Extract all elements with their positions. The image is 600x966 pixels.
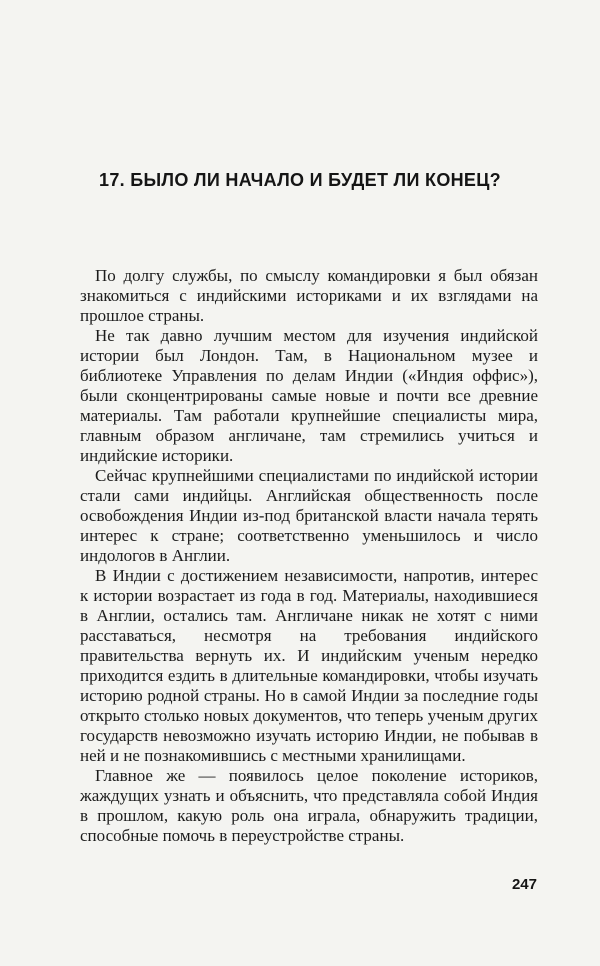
chapter-body-text xyxy=(80,266,538,846)
paragraph: Не так давно лучшим местом для изучения индийской истории был Лондон. Там, в Национальном музее и библиотеке Управления по делам Индии («Индия оффис»), были сконцентрированы самые новые и почти все древние материалы. Там работали крупнейшие специалисты мира, главным образом англичане, там стремились учиться и индийские историки. xyxy=(80,326,538,465)
paragraph: По долгу службы, по смыслу командировки я был обязан знакомиться с индийскими историками и их взглядами на прошлое страны. xyxy=(80,266,538,325)
paragraph: В Индии с достижением независимости, напротив, интерес к истории возрастает из года в год. Материалы, находившиеся в Англии, остались там. Англичане никак не хотят с ними расставаться, несмотря на требования индийского правительства вернуть их. И индийским ученым нередко приходится ездить в длительные командировки, чтобы изучать историю родной страны. Но в самой Индии за последние годы открыто столько новых документов, что теперь ученым других государств невозможно изучать историю Индии, не побывав в ней и не познакомившись с местными хранилищами. xyxy=(80,566,538,765)
paragraph: Главное же — появилось целое поколение историков, жаждущих узнать и объяснить, что представляла собой Индия в прошлом, какую роль она играла, обнаружить традиции, способные помочь в переустройстве страны. xyxy=(80,766,538,845)
chapter-title: 17. БЫЛО ЛИ НАЧАЛО И БУДЕТ ЛИ КОНЕЦ? xyxy=(99,170,501,190)
paragraph: Сейчас крупнейшими специалистами по индийской истории стали сами индийцы. Английская общественность после освобождения Индии из-под британской власти начала терять интерес к стране; соответственно уменьшилось и число индологов в Англии. xyxy=(80,466,538,565)
page-number: 247 xyxy=(511,876,537,893)
